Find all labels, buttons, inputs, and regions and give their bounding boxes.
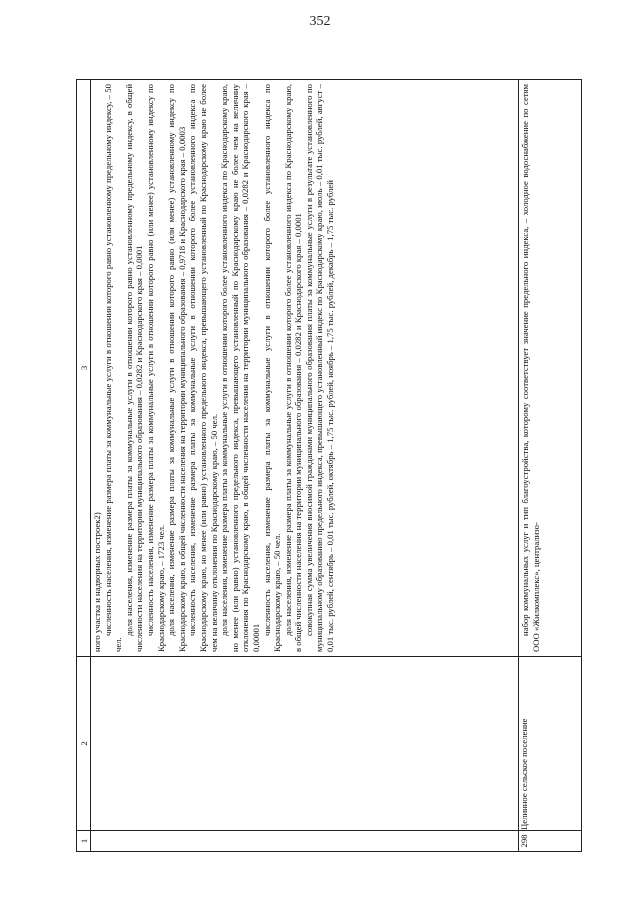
continuation-number-cell xyxy=(91,831,519,852)
paragraph-total-increase: совокупная сумма увеличения вносимой гражданами муниципального образования платы за коммунальные услуги в результате установленного по муниципальному образованию предельного индекса, превышающего установленный индекс по Краснодарскому краю, июль – 0,01 тыс. рублей, август – 0,01 тыс. рублей, сентябрь – 0,01 тыс. рублей, октябрь – 1,75 тыс. рублей, ноябрь – 1,75 тыс. рублей, декабрь – 1,75 тыс. рублей xyxy=(303,84,336,652)
paragraph-share-within-deviation: доля населения, изменение размера платы за коммунальные услуги в отношении которого более установленного индекса по Краснодарскому краю, но менее (или равно) установленного предельного индекса, превышающего установленный по Краснодарскому краю не более чем на величину отклонения по Краснодарскому краю, в общей численности населения на территории муниципального образования – 0,0282 и Краснодарского края – 0,00001 xyxy=(219,84,261,652)
header-col-3: 3 xyxy=(77,80,91,657)
paragraph-population-within-deviation: численность населения, изменение размера платы за коммунальные услуги в отношении которого более установленного индекса по Краснодарскому краю, но менее (или равно) установленного предельного индекса, превышающего установленный по Краснодарскому краю не более чем на величину отклонения по Краснодарскому краю, – 50 чел. xyxy=(187,84,219,652)
continuation-text-cell xyxy=(91,80,519,657)
rotated-table-container xyxy=(76,80,582,852)
table-header-row xyxy=(77,80,91,852)
paragraph-share-equal-limit: доля населения, изменение размера платы за коммунальные услуги в отношении которого равно установленному предельному индексу, в общей численности населения на территории муниципального образования – 0,0282 и Краснодарского края – 0,0001 xyxy=(123,84,145,652)
paragraph-share-below-regional: доля населения, изменение размера платы за коммунальные услуги в отношении которого равно (или менее) установленному индексу по Краснодарскому краю, в общей численности населения на территории муниципального образования – 0,9718 и Краснодарского края – 0,0003 xyxy=(166,84,187,652)
row-text-cell xyxy=(519,80,582,657)
settlement-name: Целинное сельское поселение xyxy=(519,657,582,831)
paragraph-population-equal-limit: численность населения, изменение размера платы за коммунальные услуги в отношении которого равно установленному предельному индексу, – 50 чел. xyxy=(102,84,124,652)
paragraph-household-plot: ного участка и надворных построек2) xyxy=(92,512,102,652)
row-number: 298 xyxy=(519,831,582,852)
paragraph-share-above-regional: доля населения, изменение размера платы за коммунальные услуги в отношении которого более установленного индекса по Краснодарскому краю, в общей численности населения на территории муниципального образования – 0,0282 и Краснодарского края – 0,0001 xyxy=(282,84,304,652)
table-row-298 xyxy=(519,80,582,852)
table-row-continuation xyxy=(91,80,519,852)
header-col-1: 1 xyxy=(77,831,91,852)
paragraph-population-below-regional: численность населения, изменение размера платы за коммунальные услуги в отношении которого равно (или менее) установленному индексу по Краснодарскому краю, – 1723 чел. xyxy=(144,84,166,652)
municipal-index-table xyxy=(76,79,582,852)
header-col-2: 2 xyxy=(77,657,91,831)
page-number: 352 xyxy=(309,14,331,29)
continuation-settlement-cell xyxy=(91,657,519,831)
paragraph-population-above-regional: численность населения, изменение размера платы за коммунальные услуги в отношении которого более установленного индекса по Краснодарскому краю, – 50 чел. xyxy=(261,84,283,652)
paragraph-service-set: набор коммунальных услуг и тип благоустройства, которому соответствует значение предельного индекса, – холодное водоснабжение по сетям ООО «Жилкомплекс», централизо- xyxy=(520,84,541,652)
